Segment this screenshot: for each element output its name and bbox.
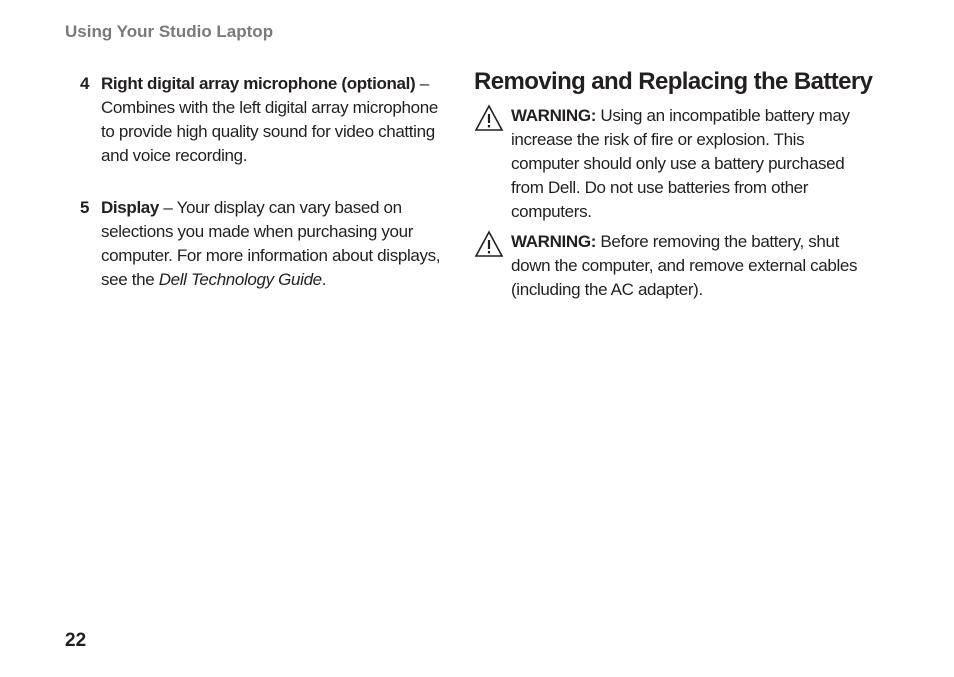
warning-incompatible-battery bbox=[474, 104, 874, 224]
section-title: Removing and Replacing the Battery bbox=[474, 68, 873, 95]
feature-list bbox=[80, 72, 450, 292]
page-number: 22 bbox=[65, 630, 87, 651]
item-title: Right digital array microphone (optional) bbox=[101, 74, 416, 93]
warning-triangle-icon bbox=[474, 230, 504, 258]
item-description: – Combines with the left digital array microphone to provide high quality sound for video chatting and voice recording. bbox=[101, 74, 438, 165]
warning-text: Before removing the battery, shut down the computer, and remove external cables (including the AC adapter). bbox=[511, 232, 858, 299]
item-number: 4 bbox=[80, 74, 90, 93]
item-number: 5 bbox=[80, 198, 90, 217]
warning-shutdown bbox=[474, 230, 874, 302]
item-title: Display bbox=[101, 198, 160, 217]
document-reference: Dell Technology Guide bbox=[158, 270, 322, 289]
item-description-end: . bbox=[321, 270, 327, 289]
warning-text: Using an incompatible battery may increase the risk of fire or explosion. This computer should only use a battery purchased from Dell. Do not use batteries from other computers. bbox=[511, 106, 850, 221]
running-header: Using Your Studio Laptop bbox=[65, 22, 274, 41]
list-item-microphone bbox=[80, 72, 450, 168]
list-item-display bbox=[80, 196, 450, 292]
warning-triangle-icon bbox=[474, 104, 504, 132]
warning-label: WARNING: bbox=[511, 232, 597, 251]
item-description: – Your display can vary based on selections you made when purchasing your computer. For more information about displays, see the bbox=[101, 198, 441, 289]
battery-section bbox=[474, 66, 874, 302]
warning-label: WARNING: bbox=[511, 106, 597, 125]
